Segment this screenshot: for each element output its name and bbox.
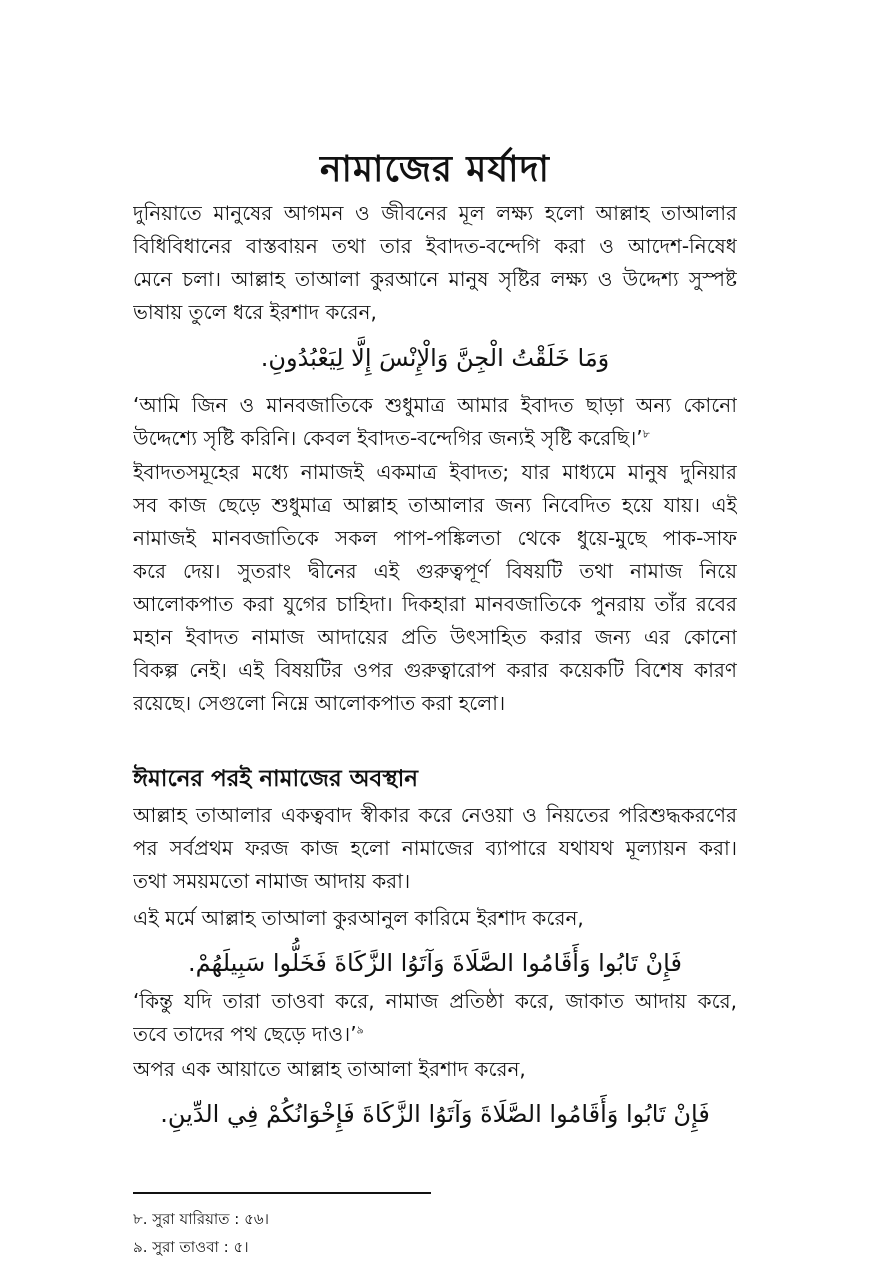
ayah-intro-line: এই মর্মে আল্লাহ তাআলা কুরআনুল কারিমে ইরশাদ করেন, [133,906,584,930]
body-line: করে দেয়। সুতরাং দ্বীনের এই গুরুত্বপূর্ণ বিষয়টি তথা নামাজ নিয়ে [133,559,737,583]
footnote-8: ৮. সুরা যারিয়াত : ৫৬। [133,1210,269,1228]
arabic-verse-3: فَإِنْ تَابُوا وَأَقَامُوا الصَّلَاةَ وَآتَوُا الزَّكَاةَ فَإِخْوَانُكُمْ فِي الدِّينِ. [160,1100,710,1128]
translation-1 [133,389,737,455]
body-line: রয়েছে। সেগুলো নিম্নে আলোকপাত করা হলো। [133,691,506,715]
section-line: আল্লাহ তাআলার একত্ববাদ স্বীকার করে নেওয়া ও নিয়তের পরিশুদ্ধকরণের [133,803,737,827]
translation-2 [133,985,737,1051]
section-paragraph [133,799,737,898]
arabic-verse-2: فَإِنْ تَابُوا وَأَقَامُوا الصَّلَاةَ وَآتَوُا الزَّكَاةَ فَخَلُّوا سَبِيلَهُمْ. [188,949,682,977]
ayah-intro-2 [133,902,737,935]
translation-line: ‘আমি জিন ও মানবজাতিকে শুধুমাত্র আমার ইবাদত ছাড়া অন্য কোনো [133,393,737,417]
page-title: নামাজের মর্যাদা [320,149,550,190]
ayah-intro-3 [133,1053,737,1086]
body-line: মহান ইবাদত নামাজ আদায়ের প্রতি উৎসাহিত করার জন্য এর কোনো [133,625,737,649]
body-paragraph [133,456,737,720]
body-line: সব কাজ ছেড়ে শুধুমাত্র আল্লাহ তাআলার জন্য নিবেদিত হয়ে যায়। এই [133,493,737,517]
arabic-verse-1: وَمَا خَلَقْتُ الْجِنَّ وَالْإِنْسَ إِلَّا لِيَعْبُدُونِ. [260,344,610,372]
footnote-ref-8[interactable]: ৮ [642,427,650,441]
intro-line: ভাষায় তুলে ধরে ইরশাদ করেন, [133,300,377,324]
body-line: ইবাদতসমূহের মধ্যে নামাজই একমাত্র ইবাদত; যার মাধ্যমে মানুষ দুনিয়ার [133,460,737,484]
translation-line: তবে তাদের পথ ছেড়ে দাও।’$^৯$ [133,1022,364,1046]
body-line: আলোকপাত করা যুগের চাহিদা। দিকহারা মানবজাতিকে পুনরায় তাঁর রবের [133,592,737,616]
section-heading: ঈমানের পরই নামাজের অবস্থান [133,766,418,792]
intro-line: বিধিবিধানের বাস্তবায়ন তথা তার ইবাদত-বন্দেগি করা ও আদেশ-নিষেধ [133,234,737,258]
body-line: বিকল্প নেই। এই বিষয়টির ওপর গুরুত্বারোপ করার কয়েকটি বিশেষ কারণ [133,658,737,682]
footnote-9: ৯. সুরা তাওবা : ৫। [133,1238,249,1256]
intro-line: দুনিয়াতে মানুষের আগমন ও জীবনের মূল লক্ষ্য হলো আল্লাহ তাআলার [133,201,737,225]
section-line: তথা সময়মতো নামাজ আদায় করা। [133,869,411,893]
intro-line: মেনে চলা। আল্লাহ তাআলা কুরআনে মানুষ সৃষ্টির লক্ষ্য ও উদ্দেশ্য সুস্পষ্ট [133,267,737,291]
translation-line: উদ্দেশ্যে সৃষ্টি করিনি। কেবল ইবাদত-বন্দেগির জন্যই সৃষ্টি করেছি।’$^৮$ [133,426,650,450]
footnote-divider [133,1192,431,1194]
intro-paragraph [133,197,737,329]
body-line: নামাজই মানবজাতিকে সকল পাপ-পঙ্কিলতা থেকে ধুয়ে-মুছে পাক-সাফ [133,526,737,550]
footnote-ref-9[interactable]: ৯ [356,1023,364,1037]
section-line: পর সর্বপ্রথম ফরজ কাজ হলো নামাজের ব্যাপারে যথাযথ মূল্যায়ন করা। [133,836,737,860]
ayah-intro-line: অপর এক আয়াতে আল্লাহ তাআলা ইরশাদ করেন, [133,1057,526,1081]
translation-line: ‘কিন্তু যদি তারা তাওবা করে, নামাজ প্রতিষ্ঠা করে, জাকাত আদায় করে, [133,989,737,1013]
